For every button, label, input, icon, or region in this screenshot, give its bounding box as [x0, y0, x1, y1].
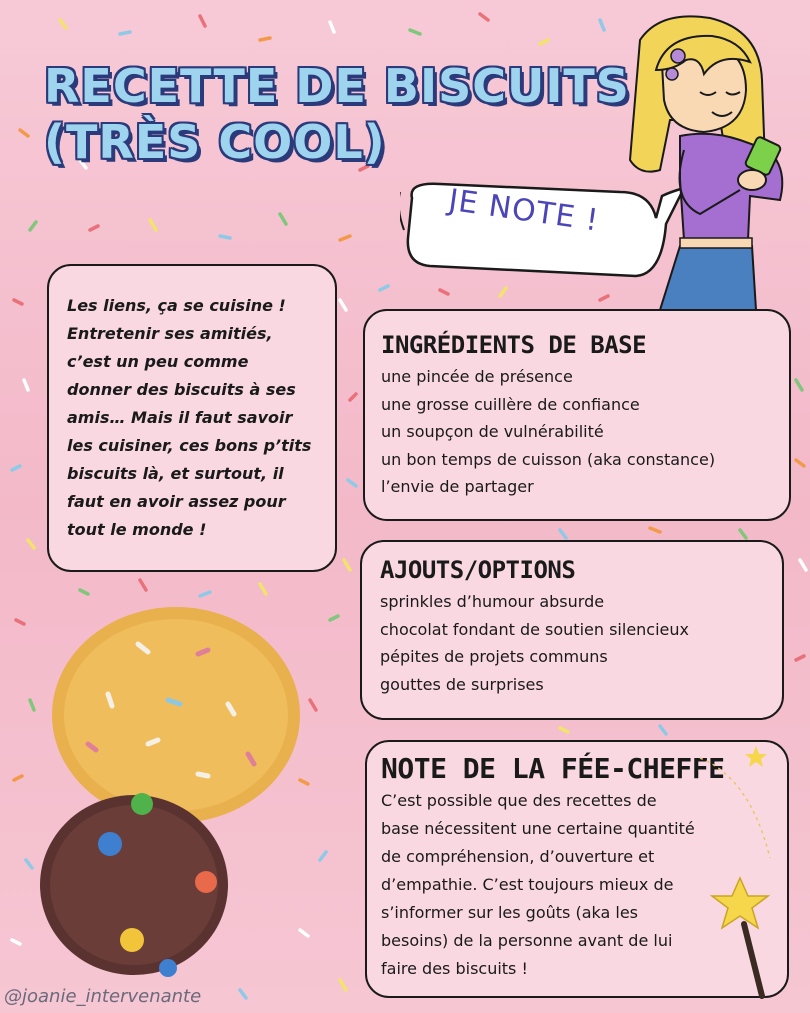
- magic-wand-icon: [690, 738, 800, 1000]
- ingredient-item: une pincée de présence: [381, 367, 573, 386]
- speech-bubble-text: JE NOTE !: [446, 182, 602, 239]
- fairy-note-line: besoins) de la personne avant de lui: [381, 931, 673, 950]
- credit-handle: @joanie_intervenante: [4, 986, 202, 1007]
- ingredient-item: l’envie de partager: [381, 477, 534, 496]
- fairy-note-line: base nécessitent une certaine quantité: [381, 819, 695, 838]
- options-card: [360, 540, 784, 720]
- ingredient-item: un bon temps de cuisson (aka constance): [381, 449, 716, 469]
- fairy-note-line: faire des biscuits !: [381, 959, 528, 978]
- ingredient-item: un soupçon de vulnérabilité: [381, 422, 604, 441]
- page-title: [44, 58, 630, 170]
- title-line-2: (TRÈS COOL): [44, 115, 386, 169]
- intro-quote-card: [47, 264, 337, 572]
- fairy-note-heading: NOTE DE LA FÉE-CHEFFE: [381, 752, 725, 785]
- cookie-chocolate: [36, 792, 232, 978]
- fairy-note-line: d’empathie. C’est toujours mieux de: [381, 875, 674, 894]
- option-item: sprinkles d’humour absurde: [380, 592, 605, 611]
- ingredients-heading: INGRÉDIENTS DE BASE: [381, 331, 647, 359]
- ingredient-item: une grosse cuillère de confiance: [381, 394, 640, 414]
- girl-illustration: [600, 0, 800, 310]
- fairy-note-line: de compréhension, d’ouverture et: [381, 847, 655, 866]
- title-line-1: RECETTE DE BISCUITS: [44, 59, 630, 113]
- ingredients-card: [363, 309, 791, 521]
- option-item: chocolat fondant de soutien silencieux: [380, 619, 689, 639]
- option-item: gouttes de surprises: [380, 674, 544, 694]
- intro-quote-text: Les liens, ça se cuisine ! Entretenir ses amitiés, c’est un peu comme donner des biscuits à ses amis… Mais il faut savoir les cuisiner, ces bons p’tits biscuits là, et surtout, il faut en avoir assez pour tout le monde !: [67, 296, 312, 539]
- fairy-note-line: s’informer sur les goûts (aka les: [381, 903, 638, 922]
- options-heading: AJOUTS/OPTIONS: [380, 556, 576, 584]
- option-item: pépites de projets communs: [380, 647, 608, 666]
- fairy-note-line: C’est possible que des recettes de: [381, 791, 657, 810]
